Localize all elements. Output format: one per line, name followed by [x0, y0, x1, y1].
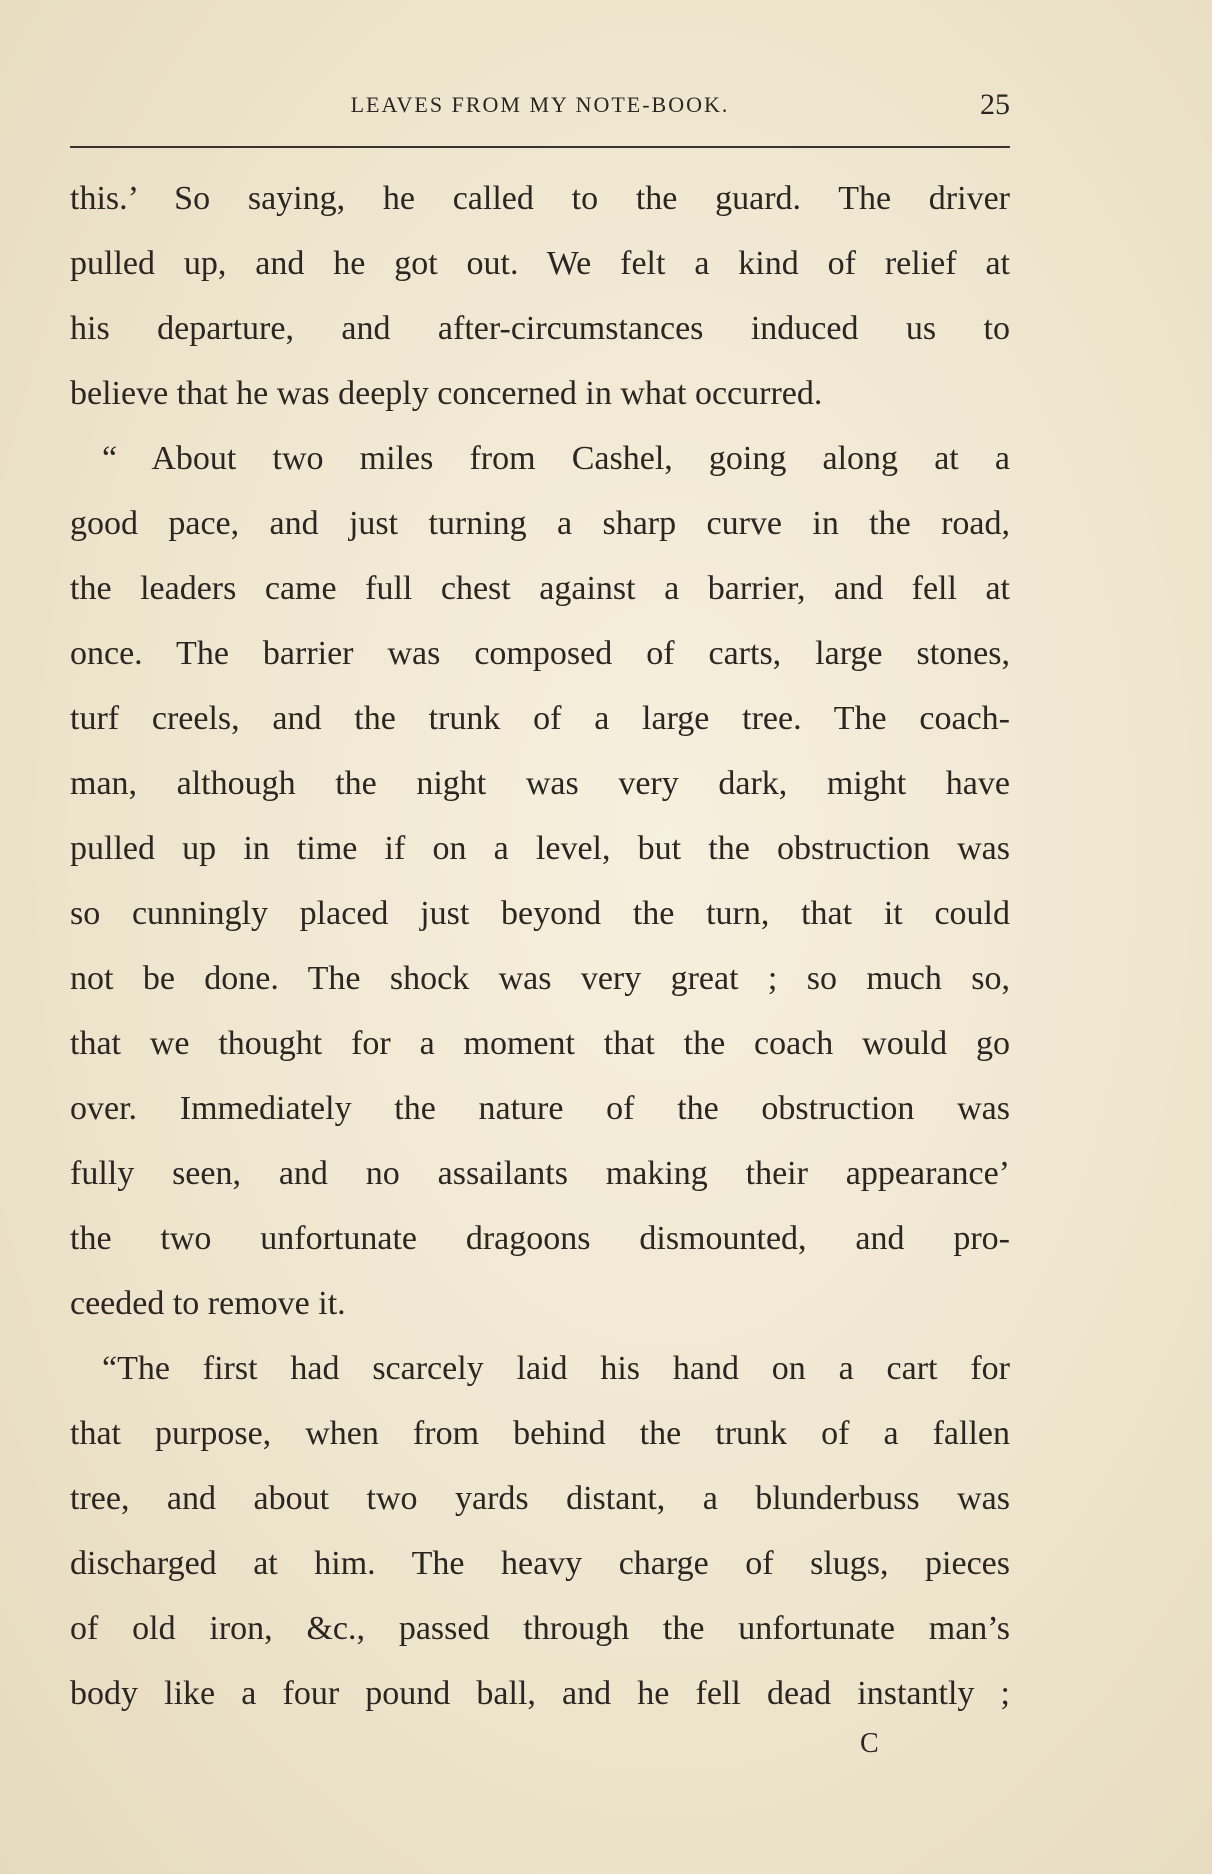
text-line: pulled up, and he got out. We felt a kind of relief at	[70, 245, 1010, 282]
text-line: over. Immediately the nature of the obstruction was	[70, 1090, 1010, 1127]
text-line: believe that he was deeply concerned in what occurred.	[70, 375, 823, 412]
text-line: of old iron, &c., passed through the unfortunate man’s	[70, 1610, 1010, 1647]
signature-mark: C	[860, 1728, 880, 1759]
text-line: man, although the night was very dark, might have	[70, 765, 1010, 802]
text-line: not be done. The shock was very great ; so much so,	[70, 960, 1010, 997]
page-number: 25	[980, 88, 1010, 121]
text-line: fully seen, and no assailants making their appearance’	[70, 1155, 1010, 1192]
text-line: that we thought for a moment that the coach would go	[70, 1025, 1010, 1062]
text-line: the two unfortunate dragoons dismounted, and pro-	[70, 1220, 1010, 1257]
text-line: this.’ So saying, he called to the guard. The driver	[70, 180, 1010, 217]
text-line: so cunningly placed just beyond the turn, that it could	[70, 895, 1010, 932]
text-line: once. The barrier was composed of carts, large stones,	[70, 635, 1010, 672]
text-line: ceeded to remove it.	[70, 1285, 346, 1322]
running-title: LEAVES FROM MY NOTE-BOOK.	[350, 92, 730, 117]
text-line: that purpose, when from behind the trunk of a fallen	[70, 1415, 1010, 1452]
text-line: pulled up in time if on a level, but the obstruction was	[70, 830, 1010, 867]
header-rule	[70, 146, 1010, 148]
text-line: “The first had scarcely laid his hand on a cart for	[102, 1350, 1010, 1387]
text-line: turf creels, and the trunk of a large tree. The coach-	[70, 700, 1010, 737]
text-line: tree, and about two yards distant, a blunderbuss was	[70, 1480, 1010, 1517]
text-line: his departure, and after-circumstances induced us to	[70, 310, 1010, 347]
running-head	[70, 88, 1010, 128]
text-line: body like a four pound ball, and he fell dead instantly ;	[70, 1675, 1010, 1712]
text-line: good pace, and just turning a sharp curve in the road,	[70, 505, 1010, 542]
text-line: the leaders came full chest against a barrier, and fell at	[70, 570, 1010, 607]
text-line: “ About two miles from Cashel, going along at a	[102, 440, 1010, 477]
body-text	[70, 166, 1010, 1726]
text-line: discharged at him. The heavy charge of slugs, pieces	[70, 1545, 1010, 1582]
